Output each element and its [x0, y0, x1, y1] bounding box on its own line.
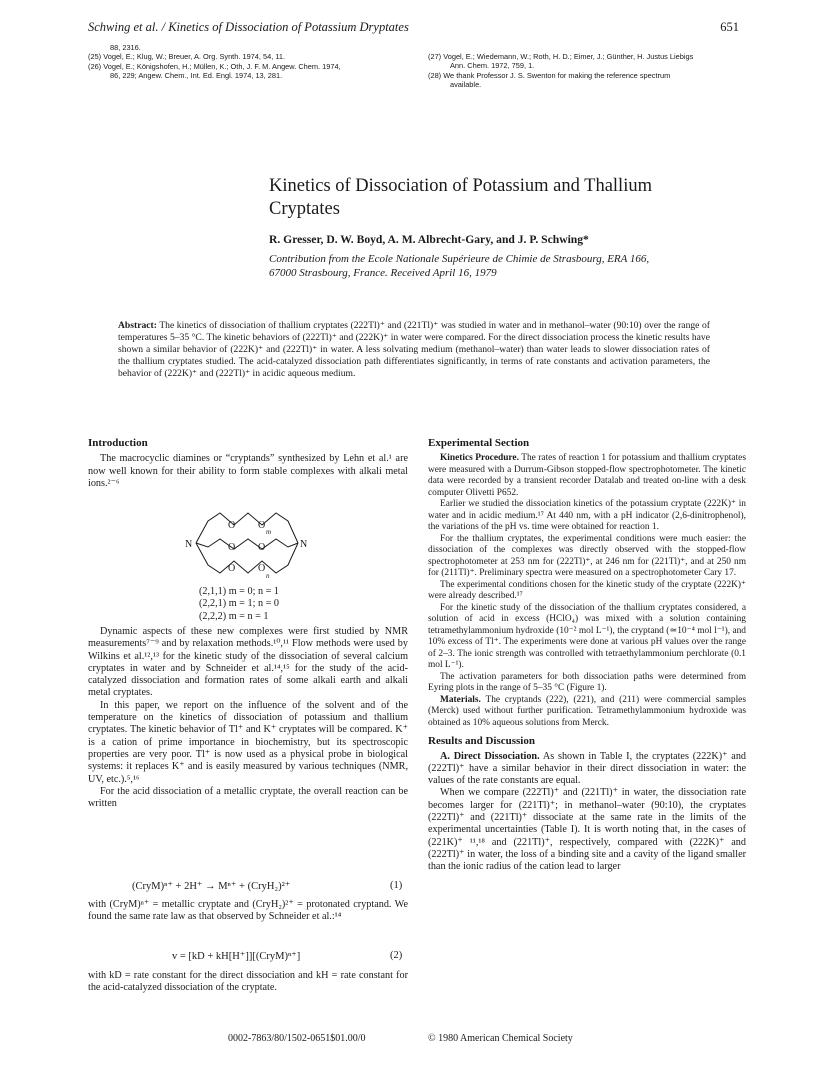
section-heading-experimental: Experimental Section	[428, 437, 530, 449]
caption-line: (2,1,1) m = 0; n = 1	[199, 586, 279, 597]
section-heading-results: Results and Discussion	[428, 735, 535, 748]
abstract	[118, 320, 710, 380]
paragraph: The macrocyclic diamines or “cryptands” synthesized by Lehn et al.¹ are now well known for their ability to form stable complexes with alkali metal ions.²⁻⁶	[88, 453, 408, 489]
oxygen-label: O	[258, 520, 266, 531]
affiliation-line: 67000 Strasbourg, France. Received April 16, 1979	[269, 267, 497, 279]
article-title: Kinetics of Dissociation of Potassium and Thallium Cryptates	[269, 176, 652, 219]
paragraph-text: The rates of reaction 1 for potassium and thallium cryptates were measured with a Durrum-Gibson stopped-flow spectrophotometer. The kinetic data were recorded by a transient recorder Datalab and treated on-line with a desk computer Olivetti P652.	[428, 453, 746, 498]
subscript-n: n	[266, 572, 270, 579]
affiliation	[269, 252, 649, 280]
reference-line: 86, 229; Angew. Chem., Int. Ed. Engl. 1974, 13, 281.	[110, 70, 283, 80]
reference-line: (26) Vogel, E.; Königshofen, H.; Müllen, K.; Oth, J. F. M. Angew. Chem. 1974,	[88, 61, 341, 71]
paragraph: In this paper, we report on the influence of the solvent and of the temperature on the kinetics of dissociation of potassium and thallium cryptates. The kinetic behavior of Tl⁺ and K⁺ cryptates will be compared. K⁺ is a cation of prime importance in biochemistry, but its spectroscopic properties are very poor. Tl⁺ is now used as a physical probe in biological systems: it replaces K⁺ and is easily measured by various techniques (NMR, UV, etc.).⁵,¹⁶	[88, 699, 408, 785]
structure-caption	[199, 586, 339, 623]
affiliation-line: Contribution from the Ecole Nationale Supérieure de Chimie de Strasbourg, ERA 166,	[269, 253, 650, 265]
cryptand-structure-diagram	[176, 503, 316, 579]
paragraph-text: The cryptands (222), (221), and (211) were commercial samples (Merck) used without further purification. Tetramethylammonium hydroxide was obtained as 10% aqueous solutions from Merck.	[428, 694, 746, 728]
left-column-body-2	[88, 899, 408, 924]
reference-line: Ann. Chem. 1972, 759, 1.	[450, 61, 535, 71]
paragraph: When we compare (222Tl)⁺ and (221Tl)⁺ in water, the dissociation rate becomes larger for (221Tl)⁺; in methanol–water (90:10), the cryptates (222Tl)⁺ and (221Tl)⁺ dissociate at the same rate in the limits of the experimental uncertainties (Table I). It is worth noting that, in the cases of (221K)⁺ ¹¹,¹⁸ and (221Tl)⁺, respectively, compared with (222K)⁺ and (222Tl)⁺ in water, the loss of a binding site and a cavity of the ligand smaller than the ionic radius of the cation lead to larger	[428, 787, 746, 873]
reference-line: (28) We thank Professor J. S. Swenton for making the reference spectrum	[428, 70, 671, 80]
paragraph: The experimental conditions chosen for the kinetic study of the cryptate (222K)⁺ were already described.¹⁷	[428, 579, 746, 602]
reference-line: 88, 2316.	[110, 43, 141, 52]
nitrogen-label: N	[300, 539, 308, 550]
run-in-heading: Materials.	[440, 694, 481, 705]
equation-2: v = [kD + kH[H⁺]][(CryM)ⁿ⁺]	[172, 951, 301, 962]
paragraph	[428, 695, 746, 730]
left-column-top	[88, 437, 408, 490]
equation-number: (2)	[390, 950, 403, 961]
run-in-heading: Kinetics Procedure.	[440, 453, 519, 464]
equation-number: (1)	[390, 880, 403, 891]
nitrogen-label: N	[185, 539, 193, 550]
paragraph: For the acid dissociation of a metallic cryptate, the overall reaction can be written	[88, 785, 408, 810]
left-column-body	[88, 626, 408, 810]
article-authors: R. Gresser, D. W. Boyd, A. M. Albrecht-Gary, and J. P. Schwing*	[269, 233, 589, 246]
oxygen-label: O	[228, 520, 236, 531]
references-left	[88, 43, 408, 80]
paragraph: For the kinetic study of the dissociation of the thallium cryptates considered, a solution of acid in excess (HClO₄) was mixed with a solution containing tetramethylammonium hydroxide (10⁻² mol L⁻¹), the cryptand (≃10⁻⁴ mol l⁻¹), and 10% excess of Tl⁺. The experiments were done at various pH values over the range of 2–3. The ionic strength was controlled with tetraethylammonium perchlorate (0.1 mol L⁻¹).	[428, 602, 746, 671]
oxygen-label: O	[258, 563, 266, 574]
paragraph: For the thallium cryptates, the experimental conditions were much easier: the dissociation of the complexes was directly observed with the stopped-flow spectrophotometer at 253 nm for (222Tl)⁺, at 246 nm for (221Tl)⁺, and at 250 nm for (211Tl)⁺. Preliminary spectra were measured on a spectrophotometer Cary 17.	[428, 533, 746, 579]
paragraph-text: As shown in Table I, the cryptates (222K)⁺ and (222Tl)⁺ have a similar behavior in their direct dissociation in water: the values of the rate constants are equal.	[428, 750, 747, 787]
running-header: Schwing et al. / Kinetics of Dissociation of Potassium Dryptates	[88, 20, 409, 34]
reference-line: (27) Vogel, E.; Wiedemann, W.; Roth, H. D.; Eimer, J.; Günther, H. Justus Liebigs	[428, 52, 694, 61]
paragraph	[428, 453, 746, 499]
paragraph: Dynamic aspects of these new complexes were first studied by NMR measurements⁷⁻⁹ and by relaxation methods.¹⁰,¹¹ Flow methods were used by Wilkins et al.¹²,¹³ for the kinetic study of the dissociation of several calcium cryptates in water and by Schneider et al.¹⁴,¹⁵ for the study of the acid-catalyzed dissociation and formation rates of some alkali earth and alkali metal cryptates.	[88, 626, 408, 699]
paragraph: The activation parameters for both dissociation paths were determined from Eyring plots in the range of 5–35 °C (Figure 1).	[428, 671, 746, 694]
oxygen-label: O	[228, 563, 236, 574]
paragraph	[428, 751, 746, 788]
run-in-heading: A. Direct Dissociation.	[440, 750, 540, 762]
footer-code: 0002-7863/80/1502-0651$01.00/0	[228, 1033, 366, 1044]
oxygen-label: O	[258, 542, 266, 553]
oxygen-label: O	[228, 542, 236, 553]
caption-line: (2,2,2) m = n = 1	[199, 610, 269, 622]
reference-line: available.	[450, 79, 482, 89]
equation-1: (CryM)ⁿ⁺ + 2H⁺ → Mⁿ⁺ + (CryH₂)²⁺	[132, 881, 291, 892]
caption-line: (2,2,1) m = 1; n = 0	[199, 598, 279, 610]
paragraph: with kD = rate constant for the direct dissociation and kH = rate constant for the acid-catalyzed dissociation of the cryptate.	[88, 970, 408, 994]
subscript-m: m	[266, 528, 272, 536]
right-column	[428, 437, 746, 874]
paragraph: Earlier we studied the dissociation kinetics of the potassium cryptate (222K)⁺ in water and in acidic medium.¹⁷ At 440 nm, with a pH indicator (2,6-dinitrophenol), the variations of the pH vs. time were obtained for reaction 1.	[428, 499, 746, 533]
paragraph: with (CryM)ⁿ⁺ = metallic cryptate and (CryH₂)²⁺ = protonated cryptand. We found the same rate law as that observed by Schneider et al.:¹⁴	[88, 899, 408, 923]
references-right	[428, 52, 748, 89]
reference-line: (25) Vogel, E.; Klug, W.; Breuer, A. Org. Synth. 1974, 54, 11.	[88, 52, 286, 62]
abstract-label: Abstract:	[118, 320, 157, 331]
section-heading-introduction: Introduction	[88, 437, 148, 449]
left-column-body-3	[88, 970, 408, 995]
abstract-text: The kinetics of dissociation of thallium cryptates (222Tl)⁺ and (221Tl)⁺ was studied in water and in methanol–water (90:10) over the range of temperatures 5–35 °C. The kinetic behaviors of (222Tl)⁺ and (222K)⁺ in water were compared. For the direct dissociation process the kinetic results have shown a similar behavior of (222K)⁺ and (222Tl)⁺ in water. A less solvating medium (methanol–water) than water leads to slower dissociation rates of the thallium cryptates studied. The acid-catalyzed dissociation path differentiates significantly, in terms of rate constants and activation parameters, the behavior of (222K)⁺ and (222Tl)⁺ in acidic aqueous medium.	[118, 320, 710, 379]
page-number: 651	[720, 20, 739, 34]
footer-copyright: © 1980 American Chemical Society	[428, 1033, 573, 1044]
